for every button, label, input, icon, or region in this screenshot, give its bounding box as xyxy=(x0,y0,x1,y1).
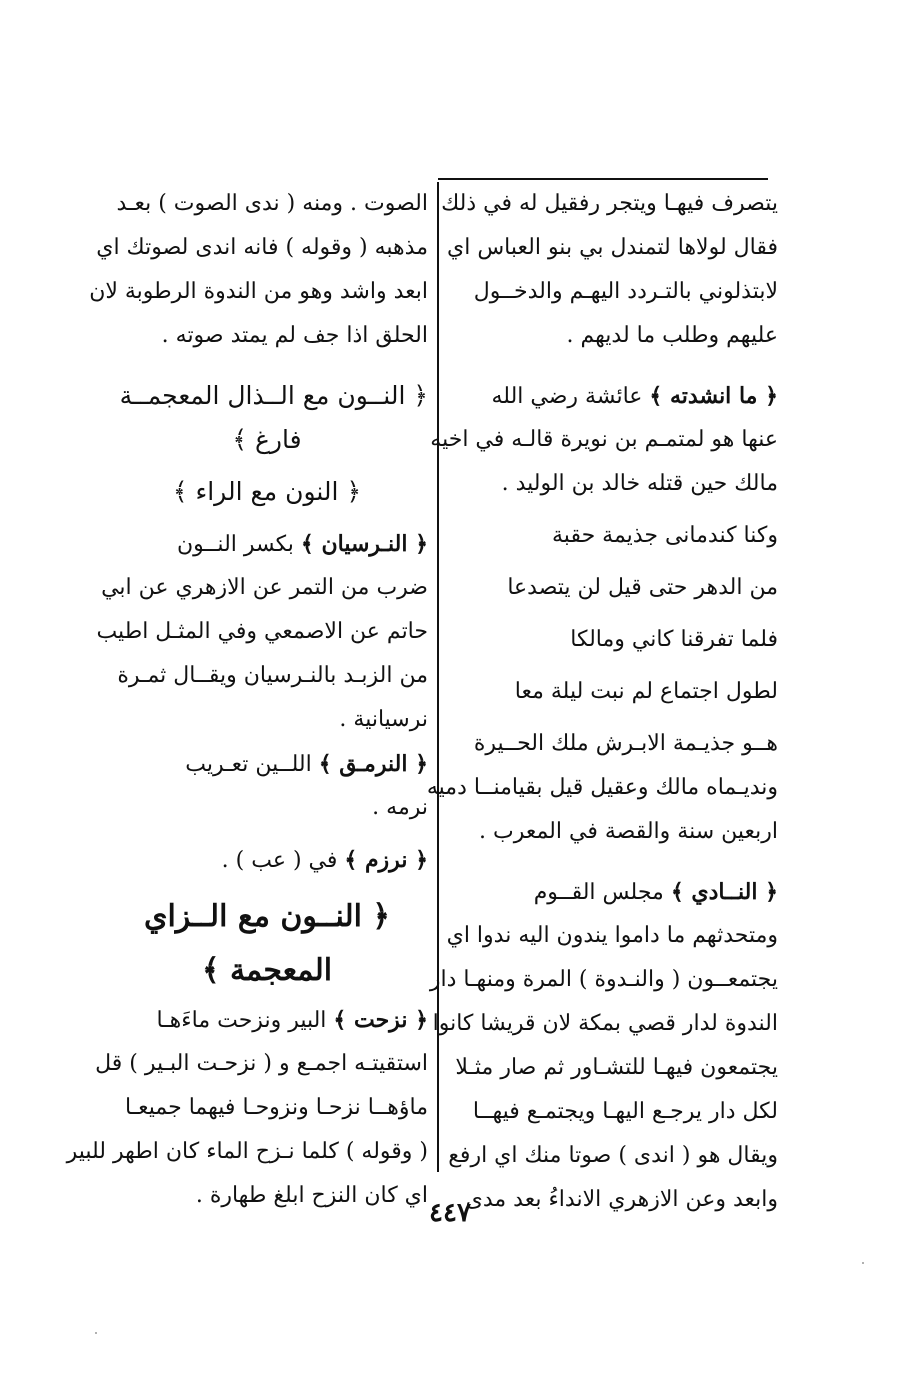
speck xyxy=(862,1262,864,1264)
text-line: يتصرف فيهـا ويتجر رفقيل له في ذلك xyxy=(441,191,778,216)
text-line: الصوت . ومنه ( ندى الصوت ) بعـد xyxy=(116,191,428,216)
text-line: نرمه . xyxy=(372,795,428,820)
entry-line xyxy=(106,522,428,566)
text-line: ومتحدثهم ما داموا يندون اليه ندوا اي xyxy=(446,923,778,948)
section-heading: ﴿ النــون مع الــذال المعجمــة xyxy=(119,381,428,410)
verse-line: فلما تفرقنا كاني ومالكا xyxy=(570,627,778,652)
section-heading-large: ﴿ النــون مع الــزاي xyxy=(143,899,390,934)
text-line: الحلق اذا جف لم يمتد صوته . xyxy=(161,323,428,348)
verse-line: وكنا كندمانى جذيمة حقبة xyxy=(552,523,778,548)
text-line: يجتمعــون ( والنـدوة ) المرة ومنهـا دار xyxy=(429,967,778,992)
text-line: عليهم وطلب ما لديهم . xyxy=(566,323,778,348)
verse-line: لطول اجتماع لم نبت ليلة معا xyxy=(514,679,778,704)
top-rule xyxy=(438,178,768,180)
entry-text: البير ونزحت ماءَهـا xyxy=(156,1008,327,1033)
entry-headword: ﴿ ما انشدته ﴾ xyxy=(649,383,778,409)
text-line: مذهبه ( وقوله ) فانه اندى لصوتك اي xyxy=(96,235,428,260)
text-line: هــو جذيـمة الابـرش ملك الحــيرة xyxy=(473,731,778,756)
text-line: فقال لولاها لتمندل بي بنو العباس اي xyxy=(447,235,778,260)
page-number: ٤٤٧ xyxy=(429,1198,471,1228)
entry-text: اللــين تعـريب xyxy=(185,752,312,777)
text-line: ونديـماه مالك وعقيل قيل بقيامنــا دميه xyxy=(426,775,778,800)
section-heading-large: المعجمة ﴾ xyxy=(201,953,333,988)
entry-line xyxy=(452,870,778,914)
entry-headword: ﴿ النــادي ﴾ xyxy=(670,879,778,905)
entry-line xyxy=(106,838,428,882)
section-heading: ﴿ النون مع الراء ﴾ xyxy=(172,477,362,506)
text-line: ويقال هو ( اندى ) صوتا منك اي ارفع xyxy=(448,1143,778,1168)
entry-headword: ﴿ نرزم ﴾ xyxy=(344,847,428,873)
text-line: ضرب من التمر عن الازهري عن ابي xyxy=(101,575,428,600)
text-line: حاتم عن الاصمعي وفي المثـل اطيب xyxy=(96,619,428,644)
entry-line xyxy=(106,998,428,1042)
entry-headword: ﴿ نزحت ﴾ xyxy=(333,1007,428,1033)
text-line: ( وقوله ) كلما نـزح الماء كان اطهر للبير xyxy=(66,1139,428,1164)
text-line: يجتمعون فيهـا للتشـاور ثم صار مثـلا xyxy=(455,1055,778,1080)
text-line: استقيتـه اجمـع و ( نزحـت البـير ) قل xyxy=(95,1051,428,1076)
text-line: من الزبـد بالنـرسيان ويقــال ثمـرة xyxy=(117,663,428,688)
entry-text: بكسر النــون xyxy=(177,532,294,557)
text-line: الندوة لدار قصي بمكة لان قريشا كانوا xyxy=(432,1011,778,1036)
entry-headword: ﴿ النرمـق ﴾ xyxy=(318,751,428,777)
text-line: لابتذلوني بالتـردد اليهـم والدخــول xyxy=(473,279,778,304)
entry-text: مجلس القــوم xyxy=(533,880,664,905)
text-line: عنها هو لمتمـم بن نويرة قالـه في اخيه xyxy=(430,427,778,452)
text-line: ماؤهــا نزحـا ونزوحـا فيهما جميعـا xyxy=(125,1095,428,1120)
text-line: ابعد واشد وهو من الندوة الرطوبة لان xyxy=(89,279,428,304)
text-line: نرسيانية . xyxy=(339,707,428,732)
entry-text: عائشة رضي الله xyxy=(491,384,643,409)
text-line: لكل دار يرجـع اليهـا ويجتمـع فيهــا xyxy=(472,1099,778,1124)
speck xyxy=(95,1332,97,1334)
entry-line xyxy=(452,374,778,418)
text-line: اي كان النزح ابلغ طهارة . xyxy=(195,1183,428,1208)
entry-headword: ﴿ النـرسيان ﴾ xyxy=(300,531,428,557)
entry-line xyxy=(106,742,428,786)
text-line: وابعد وعن الازهري الانداءُ بعد مدى xyxy=(465,1187,778,1212)
verse-line: من الدهر حتى قيل لن يتصدعا xyxy=(507,575,778,600)
section-heading: فارغ ﴾ xyxy=(232,425,302,454)
entry-text: في ( عب ) . xyxy=(221,848,338,873)
text-line: اربعين سنة والقصة في المعرب . xyxy=(479,819,778,844)
text-line: مالك حين قتله خالد بن الوليد . xyxy=(501,471,778,496)
left-column xyxy=(66,182,428,1218)
